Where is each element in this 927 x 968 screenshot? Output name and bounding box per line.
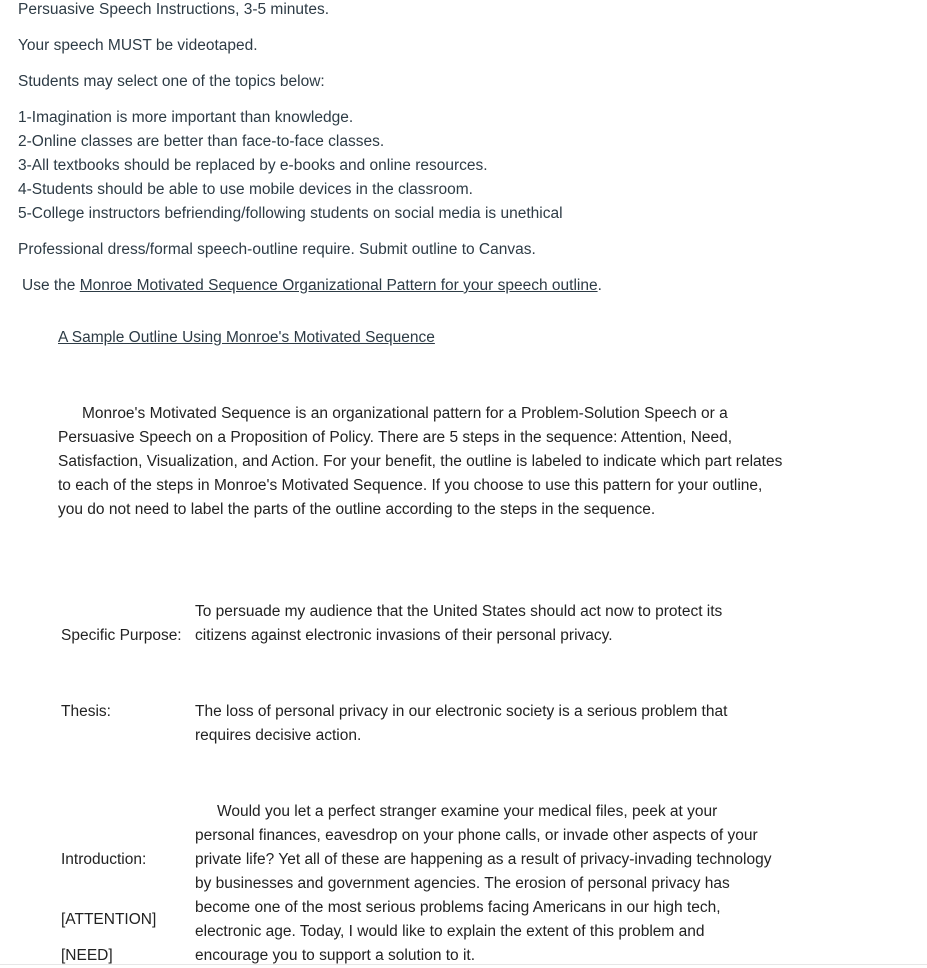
sample-outline-link[interactable]: A Sample Outline Using Monroe's Motivated Sequence (58, 329, 435, 346)
specific-purpose-label: Specific Purpose: (61, 627, 182, 644)
monroe-pattern-link[interactable]: Monroe Motivated Sequence Organizational Pattern for your speech outline (79, 277, 598, 294)
thesis-text: The loss of personal privacy in our electronic society is a serious problem that requires decisive action. (195, 703, 728, 744)
topics-intro: Students may select one of the topics below: (18, 73, 325, 90)
need-tag: [NEED] (61, 947, 113, 964)
introduction-label: Introduction: (61, 851, 147, 868)
list-item: 5-College instructors befriending/following students on social media is unethical (18, 205, 563, 222)
pattern-prefix: Use the (22, 277, 80, 294)
list-item: 3-All textbooks should be replaced by e-books and online resources. (18, 157, 488, 174)
list-item: 2-Online classes are better than face-to-face classes. (18, 133, 385, 150)
videotape-note: Your speech MUST be videotaped. (18, 37, 258, 54)
attention-tag: [ATTENTION] (61, 911, 157, 928)
list-item: 1-Imagination is more important than knowledge. (18, 109, 354, 126)
thesis-label: Thesis: (61, 703, 111, 720)
specific-purpose-text: To persuade my audience that the United States should act now to protect its citizens against electronic invasions of their personal privacy. (195, 603, 723, 644)
pattern-suffix: . (597, 277, 602, 294)
instructions-title: Persuasive Speech Instructions, 3-5 minutes. (18, 1, 330, 18)
dress-note: Professional dress/formal speech-outline require. Submit outline to Canvas. (18, 241, 536, 258)
monroe-description: Monroe's Motivated Sequence is an organizational pattern for a Problem-Solution Speech or a Persuasive Speech on a Proposition of Policy. There are 5 steps in the sequence: Attention, Need, Satisfaction, Visualization, and Action. For your benefit, the outline is labeled to indicate which part relates to each of the steps in Monroe's Motivated Sequence. If you choose to use this pattern for your outline, you do not need to label the parts of the outline according to the steps in the sequence. (58, 405, 783, 518)
pattern-instruction (22, 274, 602, 298)
introduction-text: Would you let a perfect stranger examine your medical files, peek at your personal finances, eavesdrop on your phone calls, or invade other aspects of your private life? Yet all of these are happening as a result of privacy-invading technology by businesses and government agencies. The erosion of personal privacy has become one of the most serious problems facing Americans in our high tech, electronic age. Today, I would like to explain the extent of this problem and encourage you to support a solution to it. (195, 803, 772, 964)
list-item: 4-Students should be able to use mobile devices in the classroom. (18, 181, 473, 198)
